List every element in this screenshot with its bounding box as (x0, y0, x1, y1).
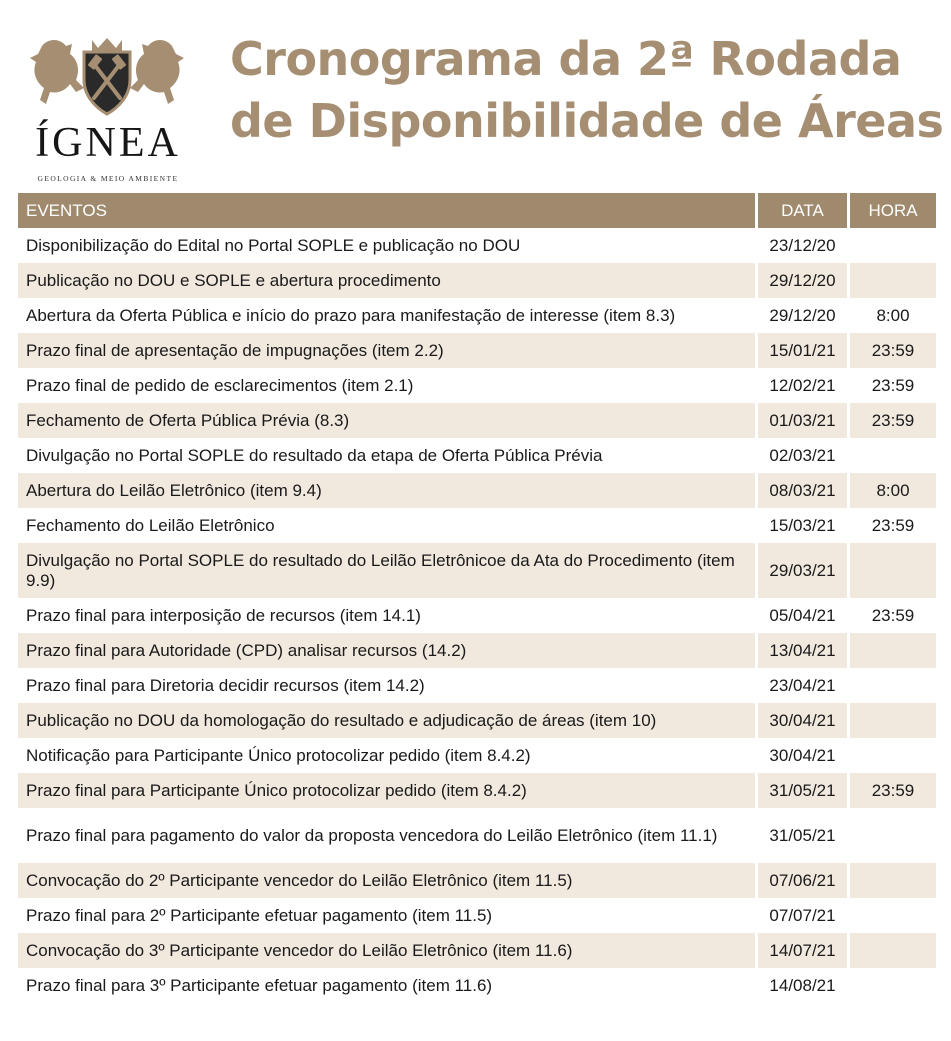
event-cell: Prazo final para pagamento do valor da proposta vencedora do Leilão Eletrônico (item 11.1) (18, 808, 758, 863)
brand-tagline: GEOLOGIA & MEIO AMBIENTE (37, 174, 179, 183)
event-cell: Fechamento de Oferta Pública Prévia (8.3) (18, 403, 758, 438)
column-header-time: HORA (850, 193, 936, 228)
date-cell: 05/04/21 (758, 598, 850, 633)
date-cell: 14/08/21 (758, 968, 850, 1003)
event-cell: Prazo final para 2º Participante efetuar pagamento (item 11.5) (18, 898, 758, 933)
time-cell (850, 668, 936, 703)
time-cell (850, 968, 936, 1003)
event-cell: Prazo final de pedido de esclarecimentos (item 2.1) (18, 368, 758, 403)
event-cell: Convocação do 3º Participante vencedor do Leilão Eletrônico (item 11.6) (18, 933, 758, 968)
time-cell (850, 808, 936, 863)
date-cell: 23/12/20 (758, 228, 850, 263)
event-cell: Abertura do Leilão Eletrônico (item 9.4) (18, 473, 758, 508)
time-cell (850, 703, 936, 738)
date-cell: 31/05/21 (758, 773, 850, 808)
table-row (18, 298, 936, 333)
event-cell: Prazo final de apresentação de impugnações (item 2.2) (18, 333, 758, 368)
time-cell: 23:59 (850, 333, 936, 368)
date-cell: 13/04/21 (758, 633, 850, 668)
page-title-line-2: de Disponibilidade de Áreas (230, 94, 944, 148)
event-cell: Notificação para Participante Único protocolizar pedido (item 8.4.2) (18, 738, 758, 773)
date-cell: 02/03/21 (758, 438, 850, 473)
table-row (18, 738, 936, 773)
table-row (18, 228, 936, 263)
event-cell: Divulgação no Portal SOPLE do resultado do Leilão Eletrônicoe da Ata do Procedimento (item 9.9) (18, 543, 758, 598)
schedule-table (18, 193, 936, 1003)
date-cell: 29/03/21 (758, 543, 850, 598)
table-row (18, 773, 936, 808)
page-title (230, 28, 942, 152)
date-cell: 30/04/21 (758, 703, 850, 738)
table-row (18, 598, 936, 633)
event-cell: Prazo final para Participante Único protocolizar pedido (item 8.4.2) (18, 773, 758, 808)
time-cell (850, 933, 936, 968)
table-row (18, 438, 936, 473)
time-cell: 8:00 (850, 473, 936, 508)
date-cell: 31/05/21 (758, 808, 850, 863)
date-cell: 01/03/21 (758, 403, 850, 438)
event-cell: Convocação do 2º Participante vencedor do Leilão Eletrônico (item 11.5) (18, 863, 758, 898)
event-cell: Publicação no DOU e SOPLE e abertura procedimento (18, 263, 758, 298)
brand-logo (22, 34, 192, 183)
time-cell: 23:59 (871, 375, 915, 395)
table-row (18, 263, 936, 298)
table-row (18, 898, 936, 933)
time-cell: 23:59 (871, 515, 915, 535)
table-row (18, 333, 936, 368)
date-cell: 12/02/21 (758, 368, 850, 403)
heraldic-lions-shield-icon (22, 34, 192, 124)
brand-name: ÍGNEA (35, 120, 181, 166)
table-row (18, 668, 936, 703)
table-row (18, 933, 936, 968)
time-cell: 23:59 (850, 403, 936, 438)
time-cell (850, 263, 936, 298)
table-row (18, 703, 936, 738)
table-row (18, 968, 936, 1003)
date-cell: 07/06/21 (758, 863, 850, 898)
date-cell: 14/07/21 (758, 933, 850, 968)
page-title-line-1: Cronograma da 2ª Rodada (230, 32, 902, 86)
date-cell: 15/01/21 (758, 333, 850, 368)
time-cell (850, 228, 936, 263)
time-cell (850, 863, 936, 898)
table-row (18, 863, 936, 898)
date-cell: 08/03/21 (758, 473, 850, 508)
table-row (18, 508, 936, 543)
table-row (18, 403, 936, 438)
time-cell (850, 898, 936, 933)
event-cell: Divulgação no Portal SOPLE do resultado da etapa de Oferta Pública Prévia (18, 438, 758, 473)
date-cell: 29/12/20 (758, 263, 850, 298)
table-header-row (18, 193, 936, 228)
event-cell: Prazo final para interposição de recursos (item 14.1) (18, 598, 758, 633)
table-row (18, 473, 936, 508)
event-cell: Publicação no DOU da homologação do resultado e adjudicação de áreas (item 10) (18, 703, 758, 738)
column-header-date: DATA (758, 193, 850, 228)
date-cell: 29/12/20 (758, 298, 850, 333)
date-cell: 15/03/21 (758, 508, 850, 543)
event-cell: Disponibilização do Edital no Portal SOPLE e publicação no DOU (18, 228, 758, 263)
time-cell: 23:59 (850, 773, 936, 808)
table-row (18, 543, 936, 598)
date-cell: 07/07/21 (758, 898, 850, 933)
table-row (18, 368, 936, 403)
table-row (18, 808, 936, 863)
time-cell (850, 633, 936, 668)
event-cell: Prazo final para Autoridade (CPD) analisar recursos (14.2) (18, 633, 758, 668)
table-row (18, 633, 936, 668)
event-cell: Prazo final para Diretoria decidir recursos (item 14.2) (18, 668, 758, 703)
time-cell: 8:00 (876, 305, 910, 325)
time-cell (850, 438, 936, 473)
column-header-events: EVENTOS (18, 193, 758, 228)
event-cell: Fechamento do Leilão Eletrônico (18, 508, 758, 543)
event-cell: Abertura da Oferta Pública e início do prazo para manifestação de interesse (item 8.3) (18, 298, 758, 333)
time-cell (850, 543, 936, 598)
time-cell: 23:59 (871, 605, 915, 625)
date-cell: 30/04/21 (758, 738, 850, 773)
date-cell: 23/04/21 (758, 668, 850, 703)
event-cell: Prazo final para 3º Participante efetuar pagamento (item 11.6) (18, 968, 758, 1003)
time-cell (850, 738, 936, 773)
